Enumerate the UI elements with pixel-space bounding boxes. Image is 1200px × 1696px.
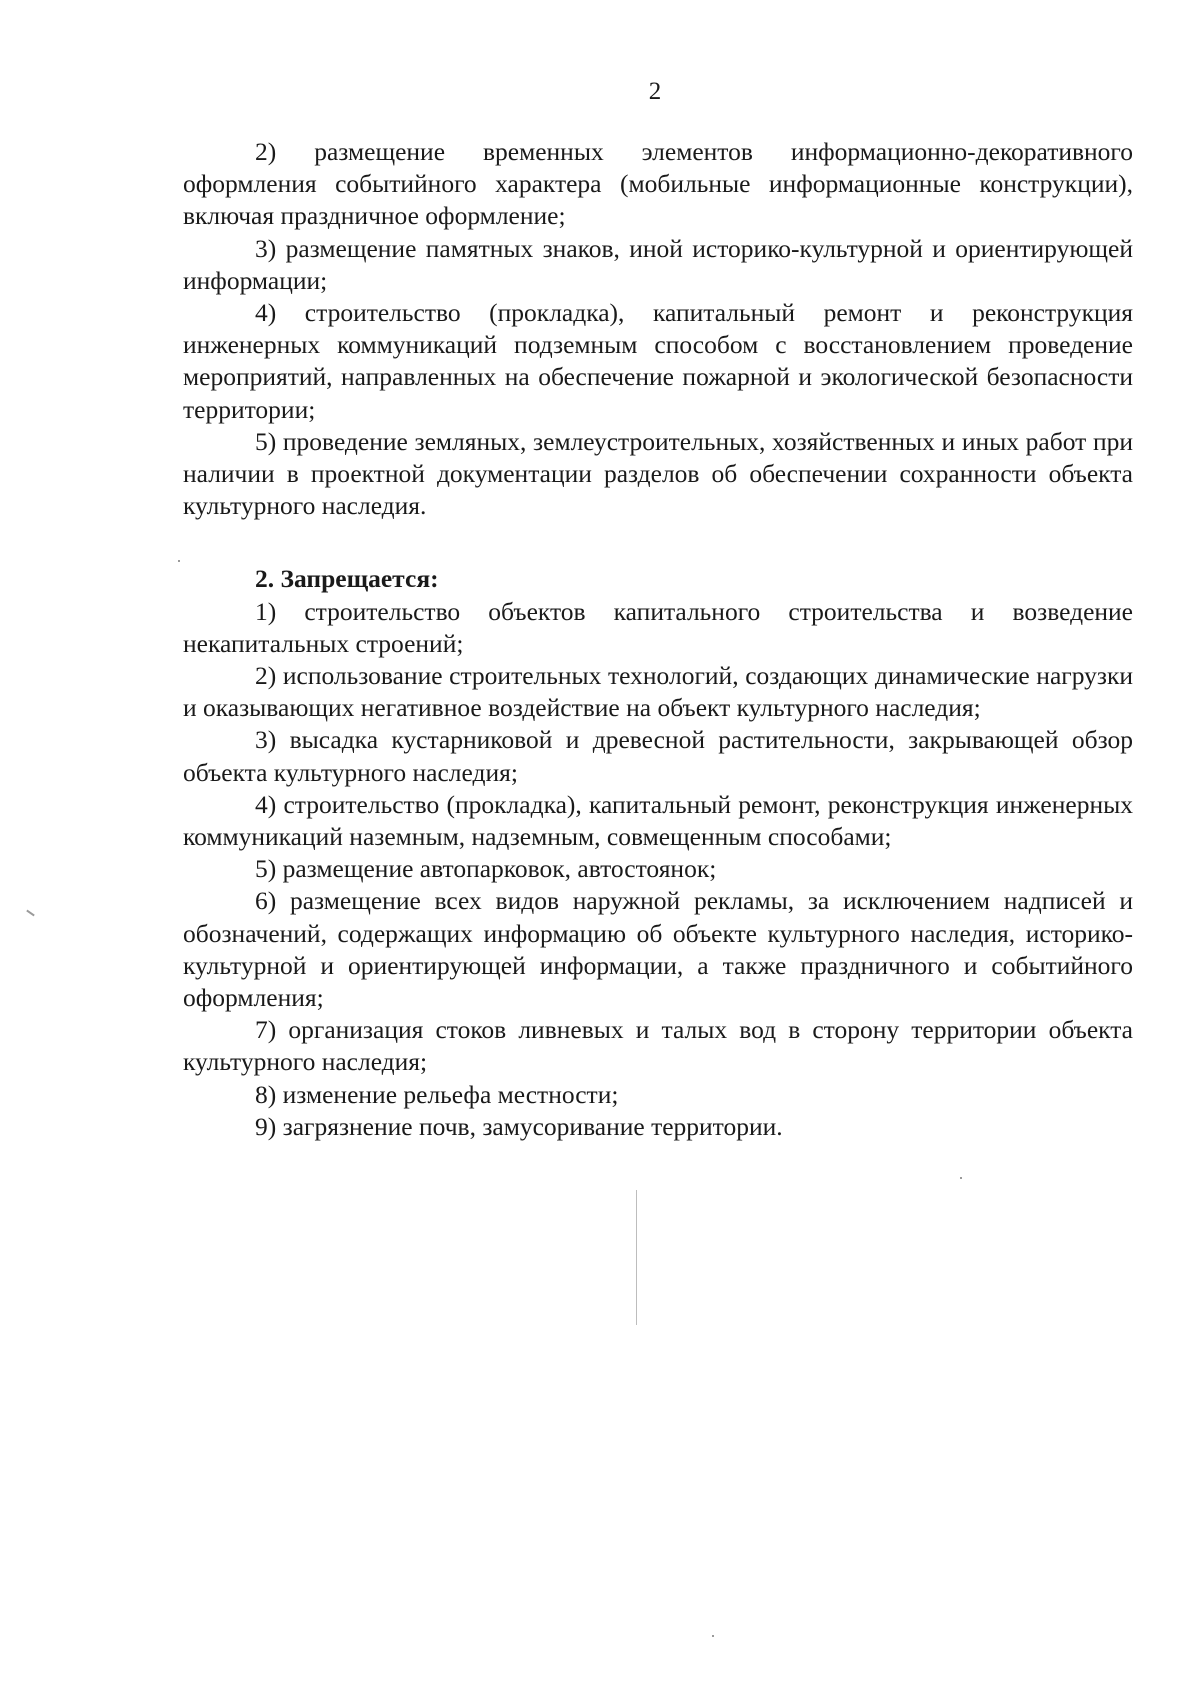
prohibited-item-2: 2) использование строительных технологий, создающих динамические нагрузки и оказывающих негативное воздействие на объект культурного наследия; xyxy=(183,661,1133,723)
prohibited-item-7: 7) организация стоков ливневых и талых вод в сторону территории объекта культурного наследия; xyxy=(183,1015,1133,1077)
prohibited-item-5: 5) размещение автопарковок, автостоянок; xyxy=(255,854,717,884)
permitted-item-3: 3) размещение памятных знаков, иной историко-культурной и ориентирующей информации; xyxy=(183,233,1133,295)
permitted-item-4: 4) строительство (прокладка), капитальный ремонт и реконструкция инженерных коммуникаций подземным способом с восстановлением проведение мероприятий, направленных на обеспечение пожарной и экологической безопасности территории; xyxy=(183,298,1133,424)
scan-mark-left xyxy=(26,910,35,917)
scan-fold-line xyxy=(636,1190,637,1325)
document-body xyxy=(183,136,1133,1143)
scan-dust xyxy=(178,560,180,562)
permitted-list xyxy=(183,136,1133,522)
prohibited-item-9: 9) загрязнение почв, замусоривание территории. xyxy=(255,1111,783,1141)
prohibited-item-4: 4) строительство (прокладка), капитальный ремонт, реконструкция инженерных коммуникаций наземным, надземным, совмещенным способами; xyxy=(183,789,1133,852)
prohibited-item-3: 3) высадка кустарниковой и древесной растительности, закрывающей обзор объекта культурного наследия; xyxy=(183,725,1133,787)
scan-dust xyxy=(712,1635,714,1637)
page-number: 2 xyxy=(648,78,662,105)
prohibited-item-1: 1) строительство объектов капитального строительства и возведение некапитальных строений; xyxy=(183,596,1133,658)
prohibited-item-6: 6) размещение всех видов наружной рекламы, за исключением надписей и обозначений, содержащих информацию об объекте культурного наследия, историко-культурной и ориентирующей информации, а также праздничного и событийного оформления; xyxy=(183,886,1133,1013)
prohibited-list xyxy=(183,596,1133,1143)
permitted-item-2: 2) размещение временных элементов информационно-декоративного оформления событийного характера (мобильные информационные конструкции), включая праздничное оформление; xyxy=(183,137,1133,231)
permitted-item-5: 5) проведение земляных, землеустроительных, хозяйственных и иных работ при наличии в проектной документации разделов об обеспечении сохранности объекта культурного наследия. xyxy=(183,426,1133,521)
scan-dust xyxy=(960,1177,962,1179)
prohibited-item-8: 8) изменение рельефа местности; xyxy=(255,1079,619,1109)
prohibited-section-heading: 2. Запрещается: xyxy=(255,564,439,594)
